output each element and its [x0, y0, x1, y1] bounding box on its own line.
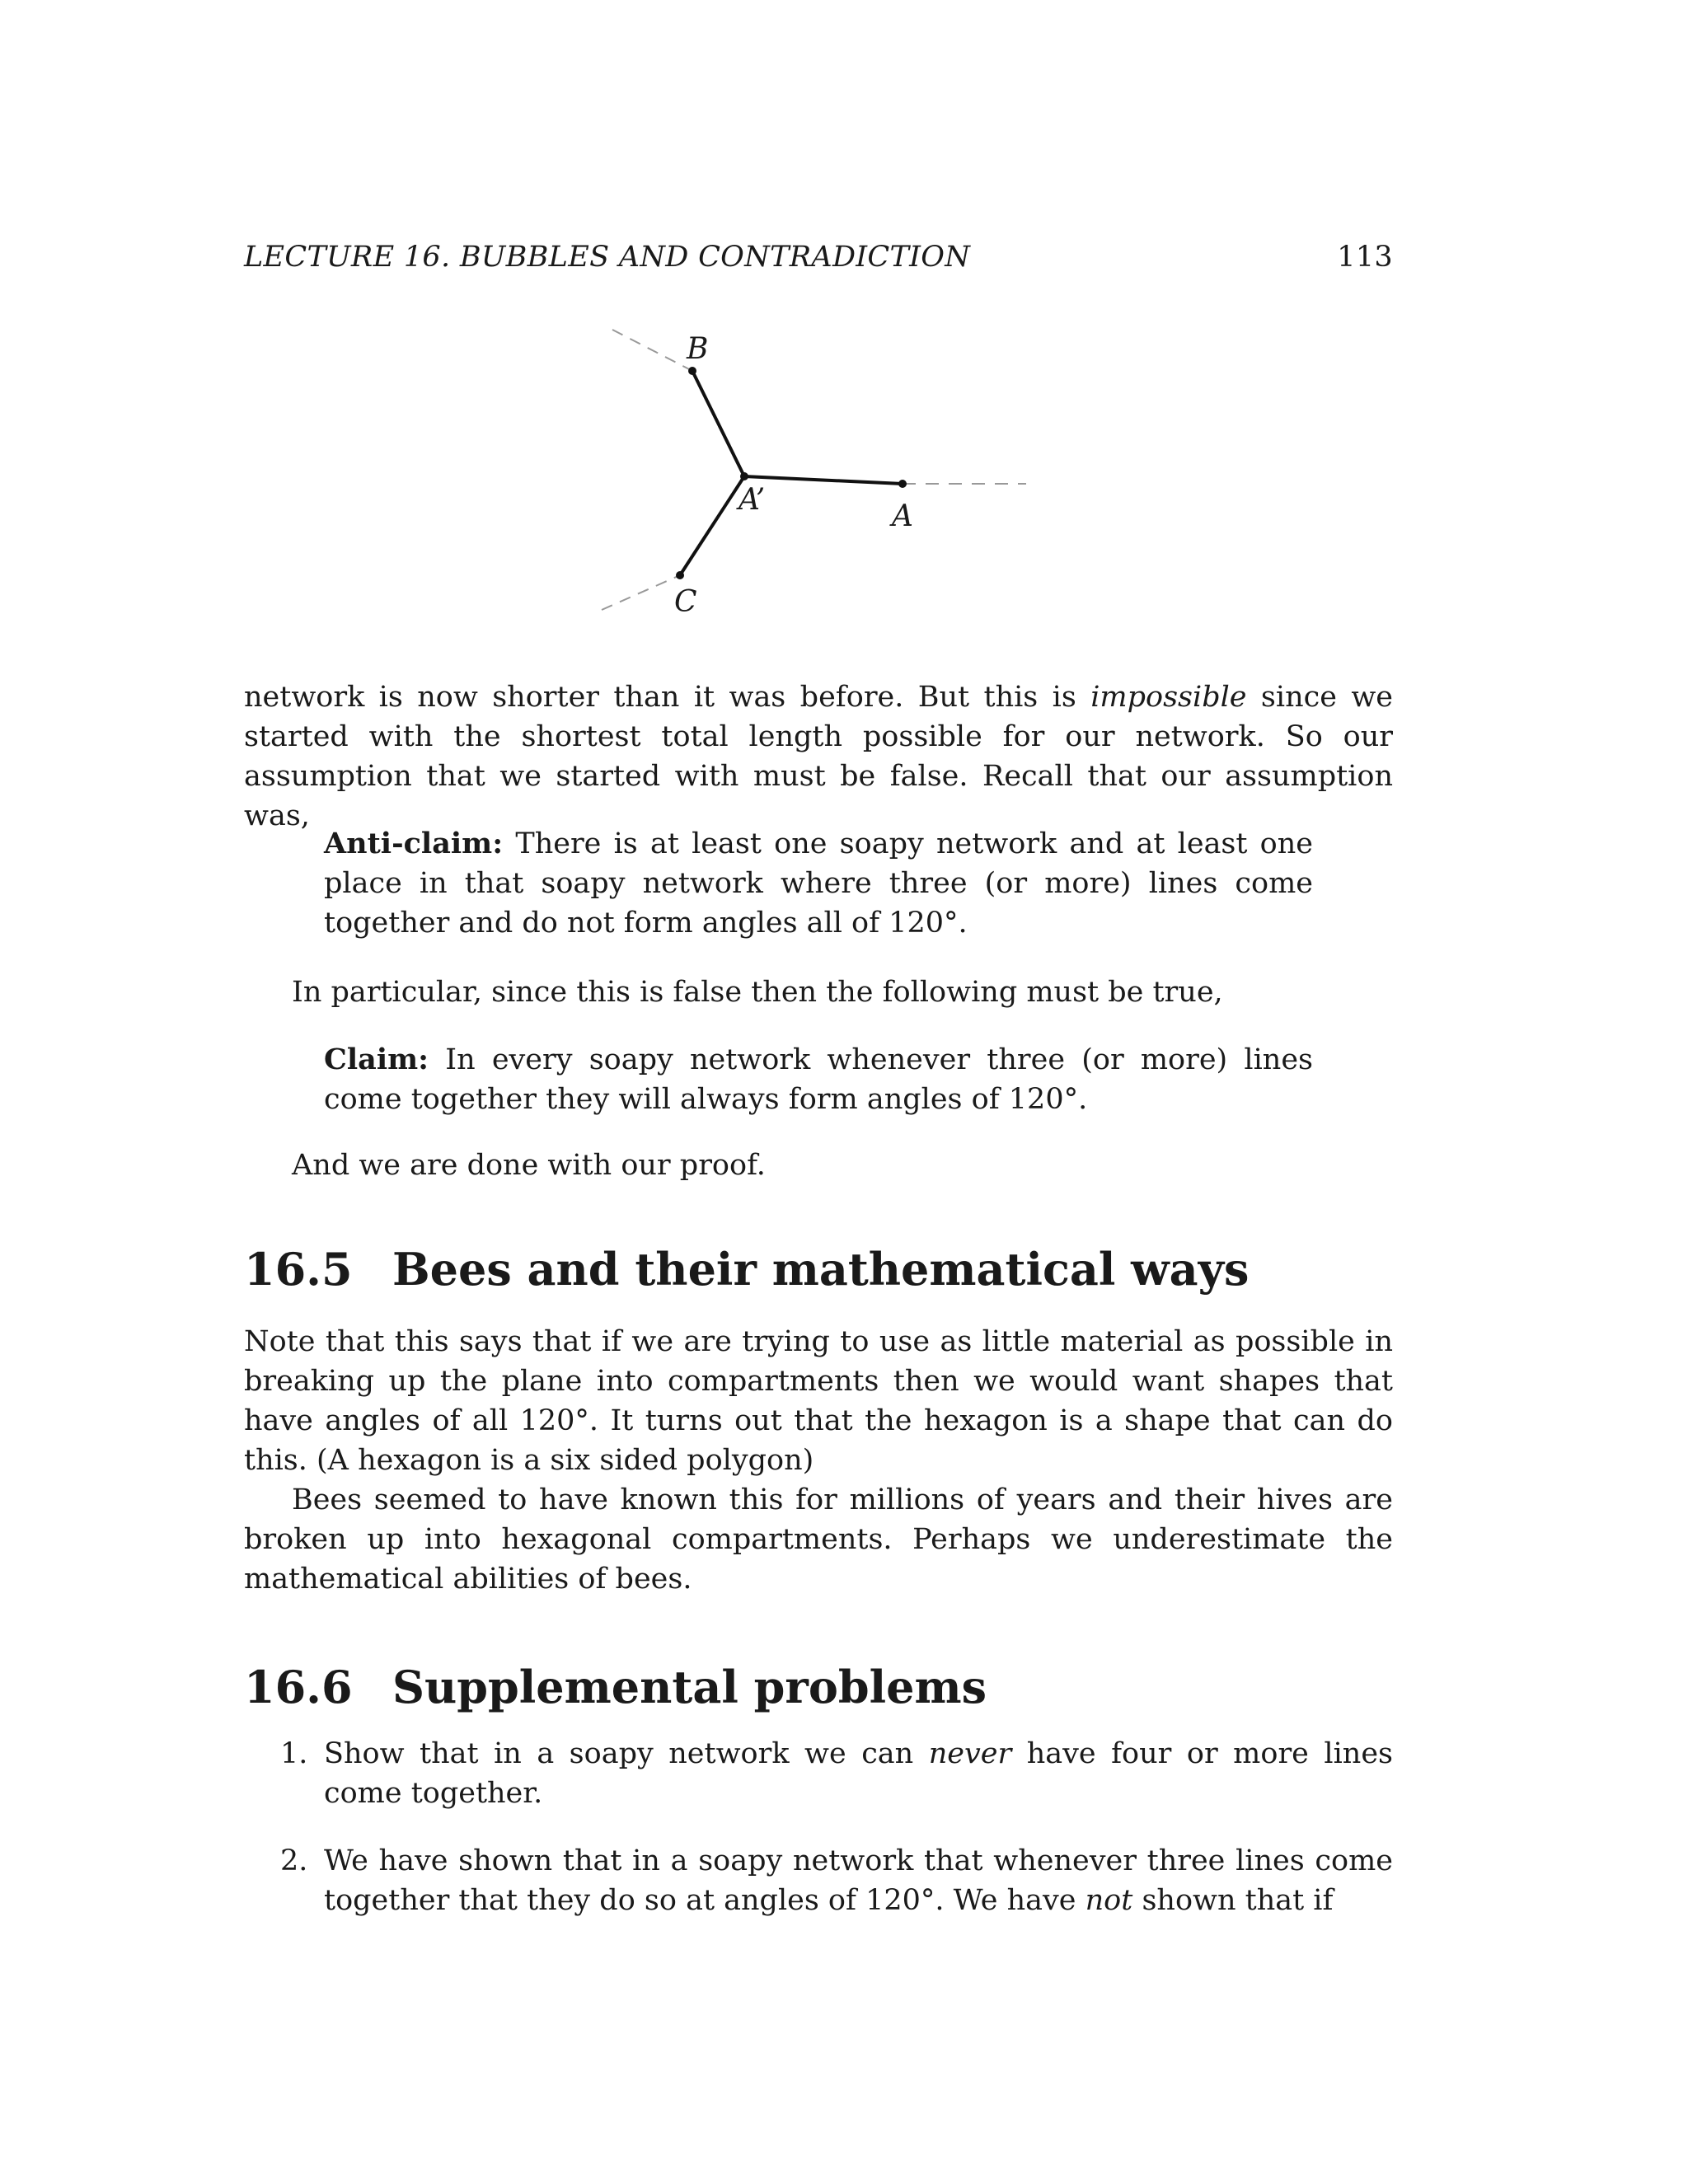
section-number: 16.5	[244, 1243, 353, 1296]
paragraph-note: Note that this says that if we are trying to use as little material as possible in breaking up the plane into compartments then we would want shapes that have angles of all 120°. It turns out that the hexagon is a shape that can do this. (A hexagon is a six sided polygon)	[244, 1325, 1393, 1477]
para1-text-2: since we started with the shortest total length possible for our network. So our assumption that we started with must be false. Recall that our assumption was,	[244, 681, 1393, 832]
paragraph-bees: Bees seemed to have known this for millions of years and their hives are broken up into hexagonal compartments. Perhaps we underestimate the mathematical abilities of bees.	[244, 1483, 1393, 1596]
section-heading-16-5	[244, 1240, 1393, 1298]
point-a-prime	[740, 472, 748, 480]
list-item	[244, 1841, 1393, 1920]
anti-claim-text: There is at least one soapy network and at least one place in that soapy network where three (or more) lines come together and do not form angles all of 120°.	[324, 827, 1313, 940]
point-c	[676, 571, 684, 579]
section-title: Bees and their mathematical ways	[392, 1243, 1250, 1296]
point-a	[898, 480, 907, 488]
page-number: 113	[1337, 241, 1393, 274]
para1-emphasis: impossible	[1090, 681, 1247, 714]
segment-a-prime-c	[680, 476, 744, 575]
section-heading-16-6	[244, 1658, 1393, 1716]
anti-claim-block	[324, 824, 1313, 943]
paragraph-network-shorter	[244, 677, 1393, 836]
problem-text-1: Show that in a soapy network we can	[324, 1737, 929, 1770]
segment-a-prime-a	[744, 476, 903, 484]
claim-label: Claim:	[324, 1043, 429, 1076]
running-title: LECTURE 16. BUBBLES AND CONTRADICTION	[244, 241, 971, 274]
claim-text: In every soapy network whenever three (or more) lines come together they will always form angles of 120°.	[324, 1043, 1313, 1116]
label-a-prime: A’	[738, 483, 766, 517]
section-title: Supplemental problems	[392, 1661, 987, 1713]
problem-emphasis: never	[928, 1737, 1012, 1770]
point-b	[688, 367, 696, 375]
paragraph-in-particular: In particular, since this is false then the following must be true,	[292, 976, 1223, 1009]
dashed-extension-c	[602, 575, 680, 610]
problem-text-1: We have shown that in a soapy network that whenever three lines come together that they do so at angles of 120°. We have	[324, 1844, 1393, 1917]
para1-text-1: network is now shorter than it was before. But this is	[244, 681, 1091, 714]
paragraph-done: And we are done with our proof.	[292, 1149, 766, 1182]
claim-block	[324, 1040, 1313, 1119]
problem-text-2: shown that if	[1132, 1884, 1334, 1917]
running-header	[244, 241, 1393, 282]
problem-emphasis: not	[1085, 1884, 1133, 1917]
list-marker: 1.	[280, 1737, 308, 1770]
label-a: A	[892, 499, 913, 533]
list-item-text	[324, 1734, 1393, 1813]
label-b: B	[687, 332, 709, 366]
label-c: C	[674, 585, 697, 619]
list-item	[244, 1734, 1393, 1813]
dashed-extension-b	[612, 330, 692, 371]
list-item-text	[324, 1841, 1393, 1920]
segment-a-prime-b	[692, 371, 744, 476]
anti-claim-label: Anti-claim:	[324, 827, 504, 860]
list-marker: 2.	[280, 1844, 308, 1877]
problem-text-2: have four or more lines come together.	[324, 1737, 1393, 1810]
network-diagram	[577, 321, 1071, 651]
section-number: 16.6	[244, 1661, 353, 1713]
